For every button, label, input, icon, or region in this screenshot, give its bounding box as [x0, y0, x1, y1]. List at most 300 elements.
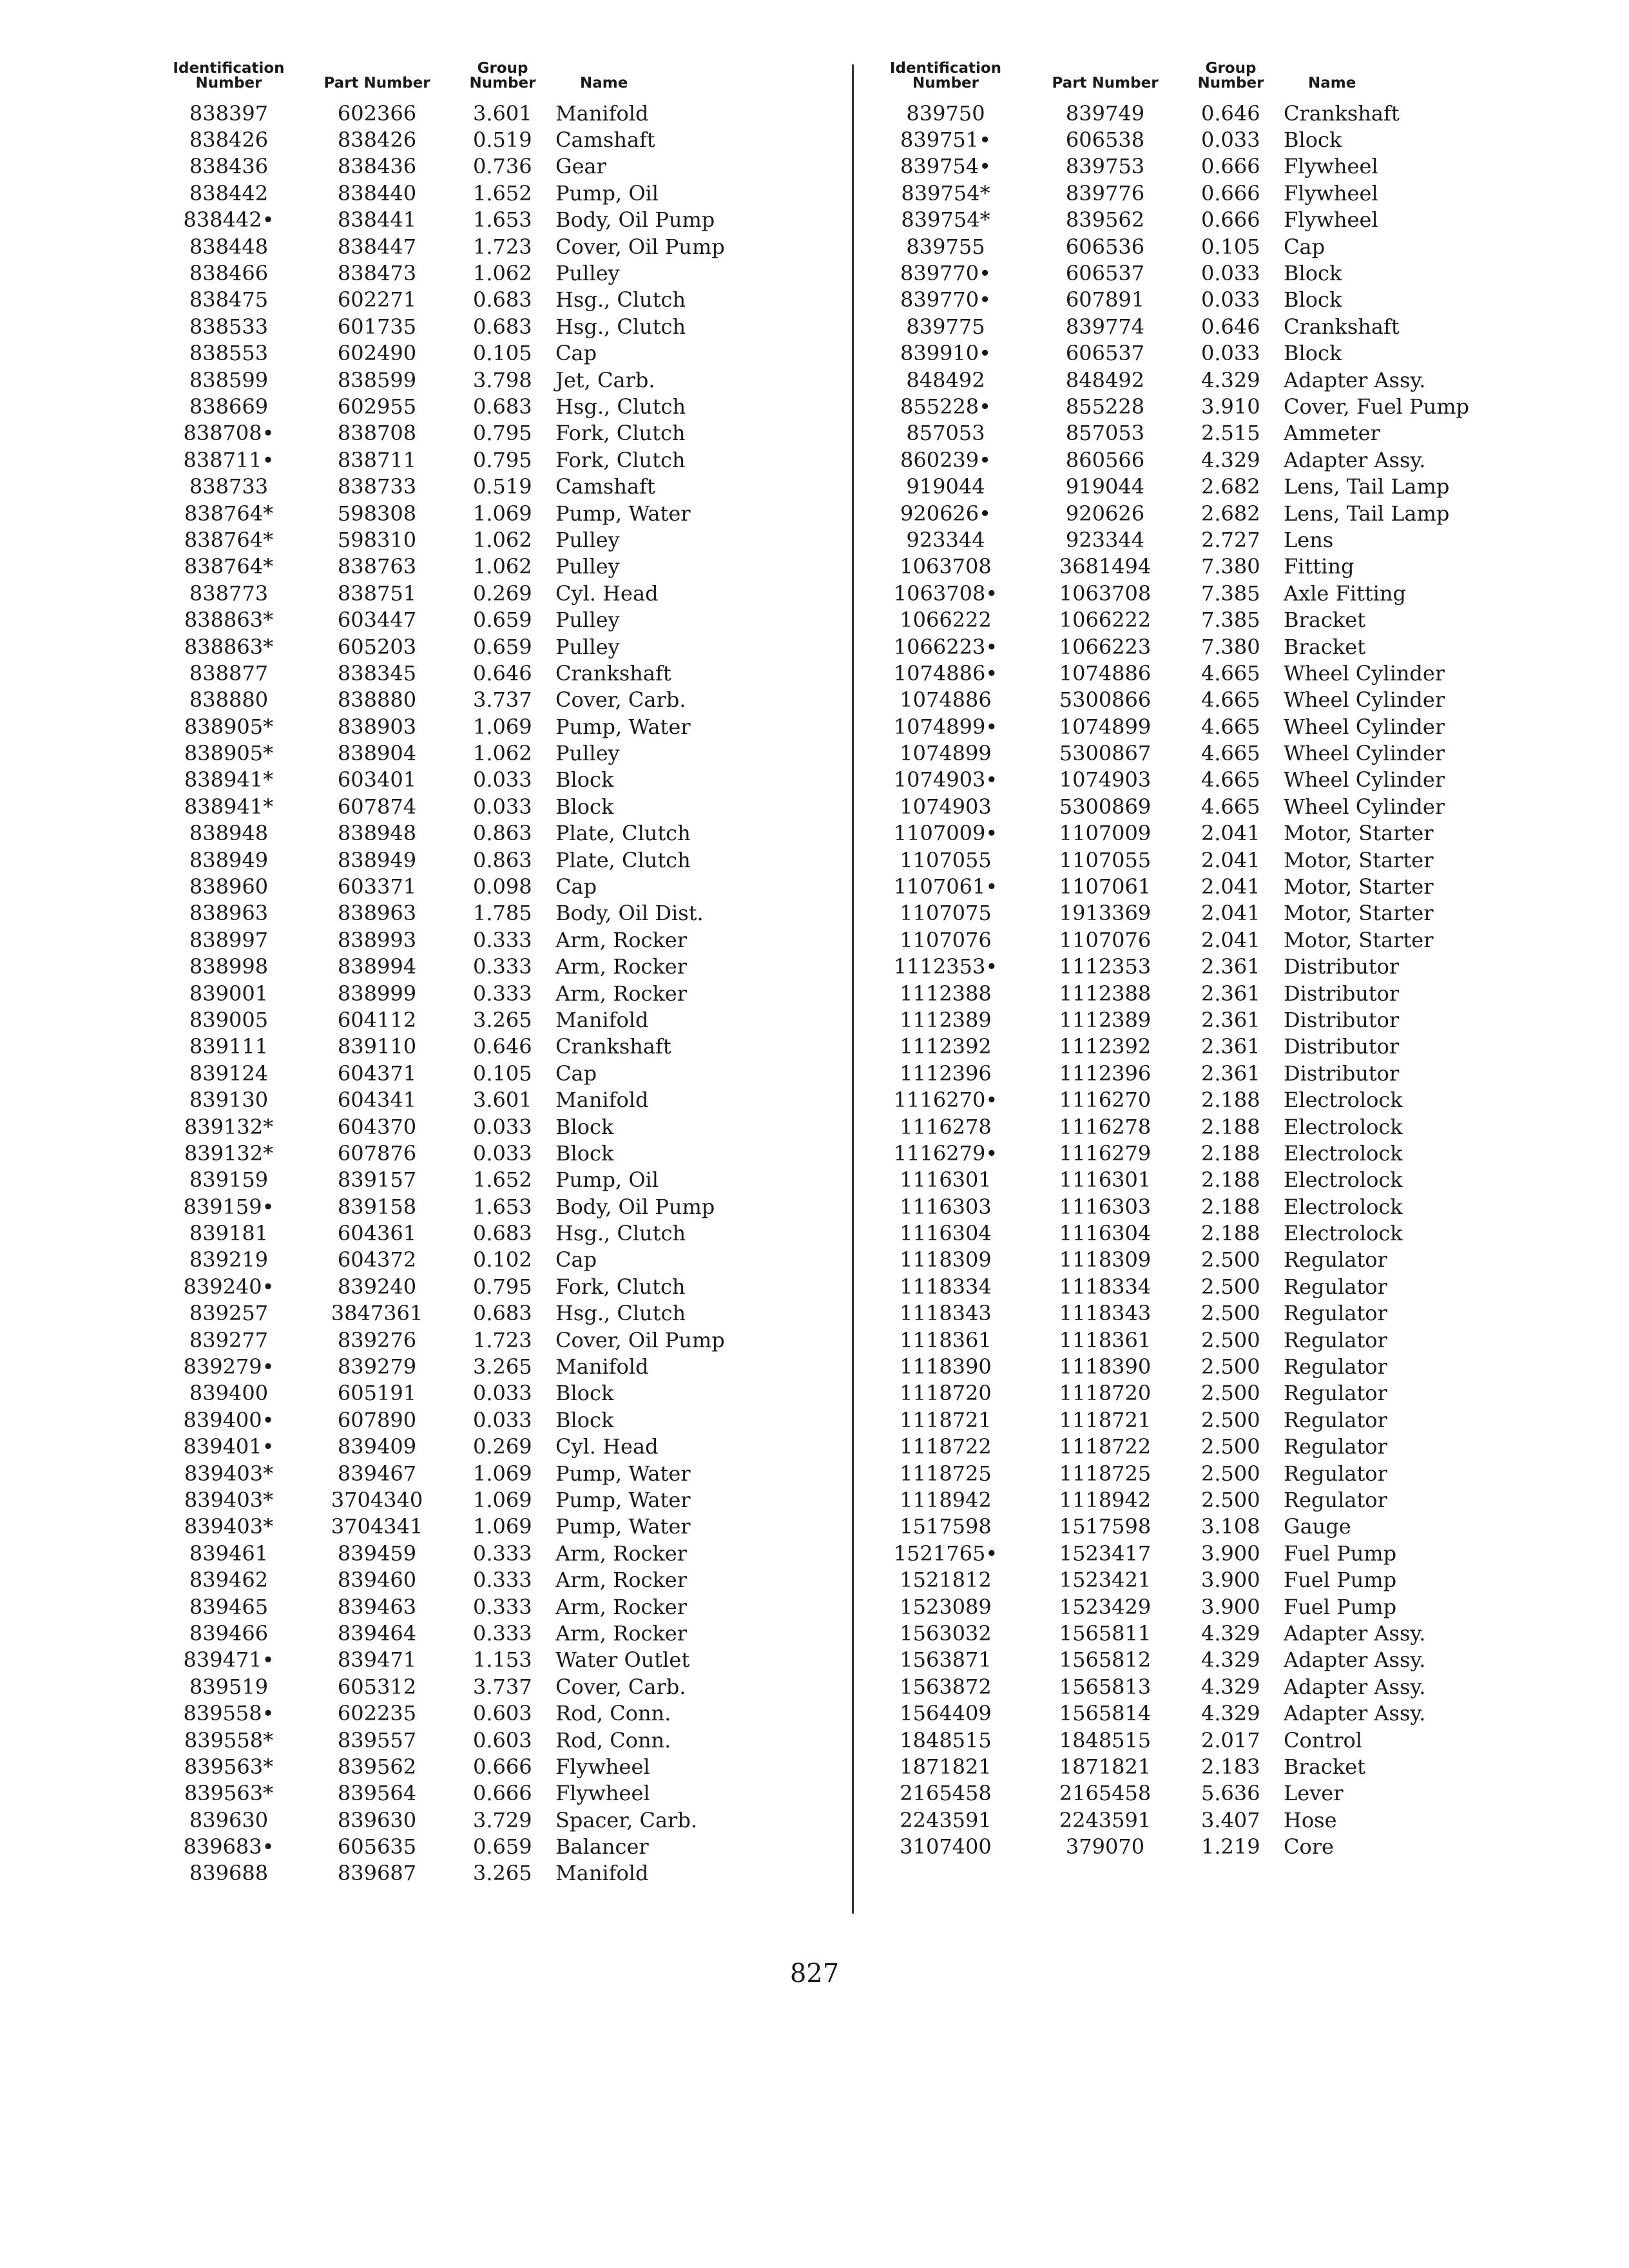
group-number: 2.500 [1201, 1301, 1260, 1326]
table-row [860, 793, 1559, 820]
part-number: 5300869 [1059, 794, 1152, 819]
part-name: Plate, Clutch [555, 847, 691, 872]
part-number: 603371 [337, 874, 417, 899]
group-number: 1.069 [473, 1461, 532, 1486]
table-row [860, 1193, 1559, 1220]
table-row [860, 1434, 1559, 1460]
part-name: Crankshaft [555, 660, 671, 686]
part-name: Pump, Water [555, 1514, 691, 1539]
part-name: Adapter Assy. [1284, 1674, 1426, 1699]
part-name: Body, Oil Dist. [555, 901, 704, 926]
identification-number: 838963 [189, 901, 269, 926]
part-number: 602490 [337, 341, 417, 366]
identification-number: 919044 [906, 474, 985, 499]
part-number: 839158 [337, 1194, 417, 1219]
table-row [860, 1673, 1559, 1700]
part-number: 598308 [337, 501, 417, 526]
part-name: Crankshaft [1284, 314, 1400, 339]
group-number: 0.033 [473, 1407, 532, 1432]
identification-number: 1063708• [893, 581, 998, 606]
left-table-body [155, 100, 844, 1887]
table-row [860, 1220, 1559, 1246]
table-row [155, 660, 844, 686]
identification-number: 839755 [906, 234, 985, 259]
table-row [860, 660, 1559, 686]
part-number: 1116279 [1059, 1140, 1152, 1166]
part-number: 1523417 [1059, 1541, 1152, 1566]
group-number: 1.652 [473, 1168, 532, 1193]
identification-number: 838533 [189, 314, 269, 339]
group-number: 2.500 [1201, 1354, 1260, 1379]
group-number: 2.361 [1201, 1061, 1260, 1086]
group-number: 0.105 [473, 341, 532, 366]
table-row [155, 1673, 844, 1700]
identification-number-header: Identification Number [889, 60, 1002, 91]
identification-number: 1118343 [900, 1301, 992, 1326]
part-name: Cyl. Head [555, 1434, 659, 1459]
part-number: 1116304 [1059, 1221, 1152, 1246]
part-name: Arm, Rocker [555, 954, 687, 979]
part-name: Block [1284, 261, 1342, 286]
identification-number: 838436 [189, 154, 269, 179]
table-row [155, 1807, 844, 1833]
part-name: Hsg., Clutch [555, 1221, 686, 1246]
table-row [155, 820, 844, 847]
part-number: 1118725 [1059, 1461, 1152, 1486]
part-number: 1565812 [1059, 1648, 1152, 1673]
identification-number: 838466 [189, 261, 269, 286]
group-number: 1.062 [473, 741, 532, 766]
table-row [155, 153, 844, 180]
part-number: 598310 [337, 527, 417, 552]
identification-number: 860239• [900, 447, 992, 472]
part-number: 2165458 [1059, 1781, 1152, 1806]
part-name: Cover, Carb. [555, 1674, 686, 1699]
part-name: Pump, Oil [555, 180, 659, 206]
group-number: 0.646 [1201, 314, 1260, 339]
identification-number: 839400 [189, 1381, 269, 1406]
part-number: 1116303 [1059, 1194, 1152, 1219]
part-number: 1112388 [1059, 981, 1152, 1006]
table-row [860, 873, 1559, 899]
group-number: 0.033 [473, 1140, 532, 1166]
group-number: 4.665 [1201, 741, 1260, 766]
identification-number: 839005 [189, 1007, 269, 1032]
group-number: 4.329 [1201, 447, 1260, 472]
part-number: 1112389 [1059, 1007, 1152, 1032]
identification-number: 839159 [189, 1168, 269, 1193]
part-name: Arm, Rocker [555, 1568, 687, 1593]
part-name: Regulator [1284, 1461, 1387, 1486]
part-number: 1107009 [1059, 821, 1152, 846]
group-number: 1.062 [473, 527, 532, 552]
part-name: Cover, Oil Pump [555, 234, 725, 259]
group-number: 1.219 [1201, 1834, 1260, 1860]
group-number: 2.188 [1201, 1140, 1260, 1166]
group-number: 1.723 [473, 1327, 532, 1352]
part-number: 605312 [337, 1674, 417, 1699]
part-number: 839276 [337, 1327, 417, 1352]
part-name: Pulley [555, 608, 620, 633]
identification-number: 2165458 [900, 1781, 992, 1806]
part-name: Lever [1284, 1781, 1344, 1806]
group-number: 0.033 [473, 794, 532, 819]
table-row [155, 1167, 844, 1193]
part-name: Wheel Cylinder [1284, 660, 1445, 686]
group-number: 0.646 [473, 660, 532, 686]
identification-number: 1848515 [900, 1727, 992, 1753]
part-number: 1118390 [1059, 1354, 1152, 1379]
identification-number: 838442 [189, 180, 269, 206]
part-number: 860566 [1065, 447, 1145, 472]
part-number: 923344 [1065, 527, 1145, 552]
group-number: 0.105 [473, 1061, 532, 1086]
table-row [860, 100, 1559, 126]
identification-number: 838960 [189, 874, 269, 899]
table-row [860, 1727, 1559, 1753]
group-number: 3.108 [1201, 1514, 1260, 1539]
part-number: 1118721 [1059, 1407, 1152, 1432]
part-number: 604112 [337, 1007, 417, 1032]
identification-number: 839558* [184, 1727, 274, 1753]
identification-number: 839465 [189, 1594, 269, 1619]
part-name: Regulator [1284, 1327, 1387, 1352]
identification-number: 838669 [189, 394, 269, 419]
part-number: 1565813 [1059, 1674, 1152, 1699]
table-row [155, 847, 844, 873]
table-row [860, 633, 1559, 660]
group-number: 2.361 [1201, 1034, 1260, 1059]
identification-number: 1523089 [900, 1594, 992, 1619]
part-number: 839562 [1065, 207, 1145, 233]
table-row [860, 1807, 1559, 1833]
table-row [155, 1647, 844, 1673]
table-row [155, 1060, 844, 1086]
part-number: 1112396 [1059, 1061, 1152, 1086]
group-number: 0.333 [473, 1620, 532, 1646]
part-number: 839471 [337, 1648, 417, 1673]
part-number: 838751 [337, 581, 417, 606]
table-row [860, 740, 1559, 766]
table-row [155, 500, 844, 526]
part-name: Pulley [555, 634, 620, 659]
part-name: Manifold [555, 1007, 649, 1032]
part-name: Control [1284, 1727, 1363, 1753]
part-number: 1565811 [1059, 1620, 1152, 1646]
identification-number: 838948 [189, 821, 269, 846]
part-name: Bracket [1284, 1754, 1365, 1779]
part-number: 838426 [337, 128, 417, 153]
part-name: Hsg., Clutch [555, 1301, 686, 1326]
part-number: 1565814 [1059, 1701, 1152, 1726]
part-name: Gear [555, 154, 606, 179]
part-name: Motor, Starter [1284, 847, 1434, 872]
group-number: 0.033 [1201, 128, 1260, 153]
table-row [155, 340, 844, 367]
part-name: Wheel Cylinder [1284, 794, 1445, 819]
identification-number: 838397 [189, 101, 269, 126]
table-row [860, 980, 1559, 1006]
group-number: 0.795 [473, 421, 532, 446]
table-row [155, 1353, 844, 1379]
group-number: 2.727 [1201, 527, 1260, 552]
part-name: Hsg., Clutch [555, 314, 686, 339]
table-row [155, 1140, 844, 1166]
table-row [155, 367, 844, 393]
identification-number: 1074903• [893, 767, 998, 793]
identification-number: 838877 [189, 660, 269, 686]
part-number: 838948 [337, 821, 417, 846]
group-number: 0.666 [1201, 180, 1260, 206]
group-number: 4.329 [1201, 367, 1260, 392]
group-number: 0.033 [1201, 287, 1260, 312]
group-number: 2.041 [1201, 874, 1260, 899]
group-number: 1.723 [473, 234, 532, 259]
part-number: 601735 [337, 314, 417, 339]
group-number: 4.329 [1201, 1648, 1260, 1673]
identification-number: 839471• [183, 1648, 275, 1673]
identification-number: 1118390 [900, 1354, 992, 1379]
group-number: 5.636 [1201, 1781, 1260, 1806]
group-number: 2.515 [1201, 421, 1260, 446]
table-row [860, 233, 1559, 260]
identification-number: 838941* [184, 767, 274, 793]
identification-number: 1118721 [900, 1407, 992, 1432]
table-row [155, 473, 844, 499]
part-name: Lens, Tail Lamp [1284, 474, 1450, 499]
part-name: Regulator [1284, 1247, 1387, 1273]
identification-number: 839775 [906, 314, 985, 339]
part-number-header: Part Number [1052, 75, 1159, 91]
part-number: 839240 [337, 1274, 417, 1299]
group-number: 3.737 [473, 1674, 532, 1699]
group-number: 2.682 [1201, 474, 1260, 499]
table-row [860, 927, 1559, 953]
identification-number: 848492 [906, 367, 985, 392]
group-number: 1.653 [473, 1194, 532, 1219]
part-number: 855228 [1065, 394, 1145, 419]
part-number: 838711 [337, 447, 417, 472]
part-number: 5300867 [1059, 741, 1152, 766]
part-name: Electrolock [1284, 1221, 1403, 1246]
table-row [155, 713, 844, 740]
part-name: Distributor [1284, 1007, 1400, 1032]
table-row [860, 1300, 1559, 1327]
identification-number: 1112353• [893, 954, 998, 979]
part-name: Wheel Cylinder [1284, 714, 1445, 739]
table-header-row [155, 61, 844, 100]
group-number-header: Group Number [469, 60, 536, 91]
table-row [860, 393, 1559, 419]
group-number: 3.910 [1201, 394, 1260, 419]
part-number: 919044 [1065, 474, 1145, 499]
group-number: 0.333 [473, 927, 532, 952]
table-row [860, 1327, 1559, 1353]
part-name: Adapter Assy. [1284, 1648, 1426, 1673]
table-row [860, 606, 1559, 633]
identification-number: 839257 [189, 1301, 269, 1326]
table-row [860, 1647, 1559, 1673]
identification-number: 839219 [189, 1247, 269, 1273]
identification-number: 839132* [184, 1114, 274, 1139]
table-row [860, 340, 1559, 367]
part-name: Manifold [555, 1088, 649, 1113]
group-number: 2.500 [1201, 1327, 1260, 1352]
identification-number: 1563871 [900, 1648, 992, 1673]
table-row [860, 1060, 1559, 1086]
table-row [860, 1514, 1559, 1540]
part-number: 605635 [337, 1834, 417, 1860]
part-number: 607891 [1065, 287, 1145, 312]
parts-table-left [155, 61, 844, 1887]
part-name: Fuel Pump [1284, 1568, 1397, 1593]
table-row [860, 447, 1559, 473]
identification-number: 838442• [183, 207, 275, 233]
part-number: 1118361 [1059, 1327, 1152, 1352]
part-number: 602235 [337, 1701, 417, 1726]
table-row [155, 1327, 844, 1353]
identification-number: 839240• [183, 1274, 275, 1299]
table-row [860, 207, 1559, 233]
group-number: 4.329 [1201, 1620, 1260, 1646]
part-number: 839630 [337, 1807, 417, 1832]
part-name: Fitting [1284, 554, 1354, 579]
identification-number: 1116304 [900, 1221, 992, 1246]
part-number: 1112353 [1059, 954, 1152, 979]
identification-number: 838863* [184, 634, 274, 659]
part-name: Flywheel [1284, 154, 1378, 179]
table-row [155, 1753, 844, 1780]
identification-number: 1118720 [900, 1381, 992, 1406]
part-number: 607890 [337, 1407, 417, 1432]
group-number: 2.500 [1201, 1407, 1260, 1432]
group-number: 3.601 [473, 1088, 532, 1113]
part-name: Pulley [555, 554, 620, 579]
part-number: 839409 [337, 1434, 417, 1459]
part-name: Electrolock [1284, 1194, 1403, 1219]
group-number: 0.646 [1201, 101, 1260, 126]
part-number: 604371 [337, 1061, 417, 1086]
identification-number: 838863* [184, 608, 274, 633]
group-number: 0.659 [473, 608, 532, 633]
table-row [860, 313, 1559, 340]
group-number: 0.666 [473, 1754, 532, 1779]
part-number: 1112392 [1059, 1034, 1152, 1059]
part-name: Wheel Cylinder [1284, 741, 1445, 766]
part-name: Electrolock [1284, 1140, 1403, 1166]
identification-number: 839751• [900, 128, 992, 153]
table-row [155, 1460, 844, 1486]
group-number-header: Group Number [1197, 60, 1264, 91]
identification-number: 839563* [184, 1754, 274, 1779]
identification-number: 838941* [184, 794, 274, 819]
group-number: 0.736 [473, 154, 532, 179]
identification-number: 1107061• [893, 874, 998, 899]
identification-number: 1112389 [900, 1007, 992, 1032]
table-row [860, 1113, 1559, 1140]
group-number: 1.785 [473, 901, 532, 926]
group-number: 3.265 [473, 1354, 532, 1379]
part-number: 602955 [337, 394, 417, 419]
part-name: Arm, Rocker [555, 1620, 687, 1646]
part-number: 1107061 [1059, 874, 1152, 899]
group-number: 2.361 [1201, 1007, 1260, 1032]
group-number: 0.659 [473, 634, 532, 659]
table-row [860, 713, 1559, 740]
group-number: 1.069 [473, 1514, 532, 1539]
part-name: Plate, Clutch [555, 821, 691, 846]
name-header: Name [1308, 75, 1356, 91]
identification-number: 838949 [189, 847, 269, 872]
part-name: Pump, Water [555, 1461, 691, 1486]
identification-number: 1074899• [893, 714, 998, 739]
part-name: Fork, Clutch [555, 421, 686, 446]
table-row [155, 1727, 844, 1753]
identification-number: 1107009• [893, 821, 998, 846]
part-number: 848492 [1065, 367, 1145, 392]
table-row [155, 1700, 844, 1726]
identification-number: 838733 [189, 474, 269, 499]
table-row [155, 740, 844, 766]
table-row [155, 447, 844, 473]
table-row [155, 1434, 844, 1460]
identification-number: 2243591 [900, 1807, 992, 1832]
group-number: 0.863 [473, 847, 532, 872]
right-parts-column [860, 61, 1559, 1860]
identification-number: 839770• [900, 287, 992, 312]
group-number: 2.041 [1201, 927, 1260, 952]
part-name: Block [555, 767, 614, 793]
part-number: 604372 [337, 1247, 417, 1273]
table-row [155, 1620, 844, 1646]
identification-number: 838905* [184, 741, 274, 766]
part-name: Cover, Oil Pump [555, 1327, 725, 1352]
part-number: 838440 [337, 180, 417, 206]
identification-number: 839111 [189, 1034, 269, 1059]
group-number: 1.062 [473, 261, 532, 286]
part-number: 839774 [1065, 314, 1145, 339]
table-row [155, 1486, 844, 1513]
identification-number: 857053 [906, 421, 985, 446]
identification-number: 839401• [183, 1434, 275, 1459]
identification-number: 1563872 [900, 1674, 992, 1699]
identification-number-header: Identification Number [173, 60, 285, 91]
part-number: 603447 [337, 608, 417, 633]
table-row [860, 420, 1559, 447]
table-row [155, 126, 844, 153]
group-number: 2.682 [1201, 501, 1260, 526]
part-number: 839463 [337, 1594, 417, 1619]
identification-number: 3107400 [900, 1834, 992, 1860]
part-number: 838993 [337, 927, 417, 952]
part-number: 1118343 [1059, 1301, 1152, 1326]
part-name: Core [1284, 1834, 1334, 1860]
part-number: 839459 [337, 1541, 417, 1566]
table-row [155, 606, 844, 633]
identification-number: 1118309 [900, 1247, 992, 1273]
part-name: Block [555, 794, 614, 819]
group-number: 1.069 [473, 1488, 532, 1512]
group-number: 3.900 [1201, 1568, 1260, 1593]
group-number: 0.646 [473, 1034, 532, 1059]
part-number: 838994 [337, 954, 417, 979]
part-number: 5300866 [1059, 687, 1152, 713]
part-number: 606536 [1065, 234, 1145, 259]
part-number: 607874 [337, 794, 417, 819]
table-row [860, 180, 1559, 206]
part-name: Balancer [555, 1834, 649, 1860]
table-row [155, 1593, 844, 1620]
